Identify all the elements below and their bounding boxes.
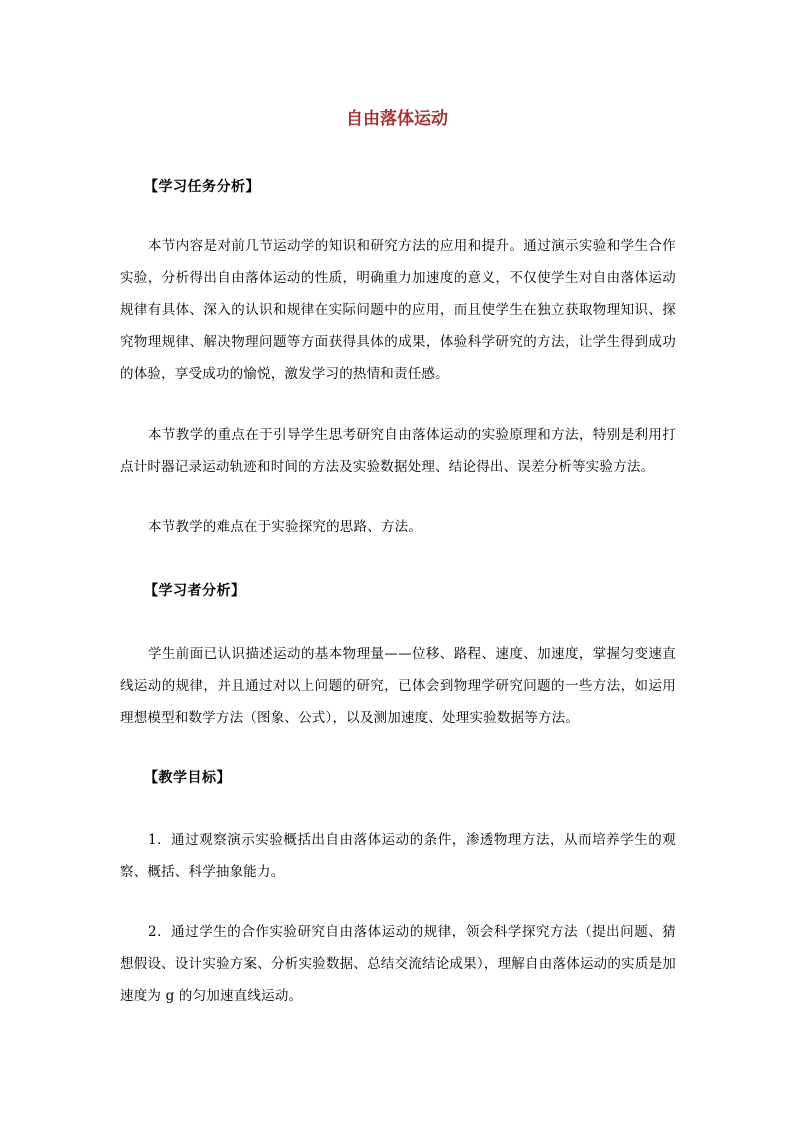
- paragraph-learner-analysis-1: 学生前面已认识描述运动的基本物理量——位移、路程、速度、加速度，掌握匀变速直线运动的规律，并且通过对以上问题的研究，已体会到物理学研究问题的一些方法，如运用理想模型和数学方法（图象、公式），以及测加速度、处理实验数据等方法。: [120, 646, 676, 726]
- heading-learner-analysis: 【学习者分析】: [144, 583, 246, 599]
- document-title: 自由落体运动: [346, 109, 448, 129]
- paragraph-objective-1: 1．通过观察演示实验概括出自由落体运动的条件，渗透物理方法，从而培养学生的观察、概括、科学抽象能力。: [120, 832, 676, 880]
- paragraph-task-analysis-3: 本节教学的难点在于实验探究的思路、方法。: [148, 519, 422, 535]
- paragraph-task-analysis-2: 本节教学的重点在于引导学生思考研究自由落体运动的实验原理和方法，特别是利用打点计时器记录运动轨迹和时间的方法及实验数据处理、结论得出、误差分析等实验方法。: [120, 427, 676, 475]
- heading-learning-task-analysis: 【学习任务分析】: [144, 179, 260, 195]
- paragraph-objective-2: 2．通过学生的合作实验研究自由落体运动的规律，领会科学探究方法（提出问题、猜想假设、设计实验方案、分析实验数据、总结交流结论成果），理解自由落体运动的实质是加速度为 g 的匀加速直线运动。: [120, 924, 676, 1004]
- paragraph-task-analysis-1: 本节内容是对前几节运动学的知识和研究方法的应用和提升。通过演示实验和学生合作实验，分析得出自由落体运动的性质，明确重力加速度的意义，不仅使学生对自由落体运动规律有具体、深入的认识和规律在实际问题中的应用，而且使学生在独立获取物理知识、探究物理规律、解决物理问题等方面获得具体的成果，体验科学研究的方法，让学生得到成功的体验，享受成功的愉悦，激发学习的热情和责任感。: [120, 238, 676, 382]
- heading-teaching-objectives: 【教学目标】: [144, 770, 231, 786]
